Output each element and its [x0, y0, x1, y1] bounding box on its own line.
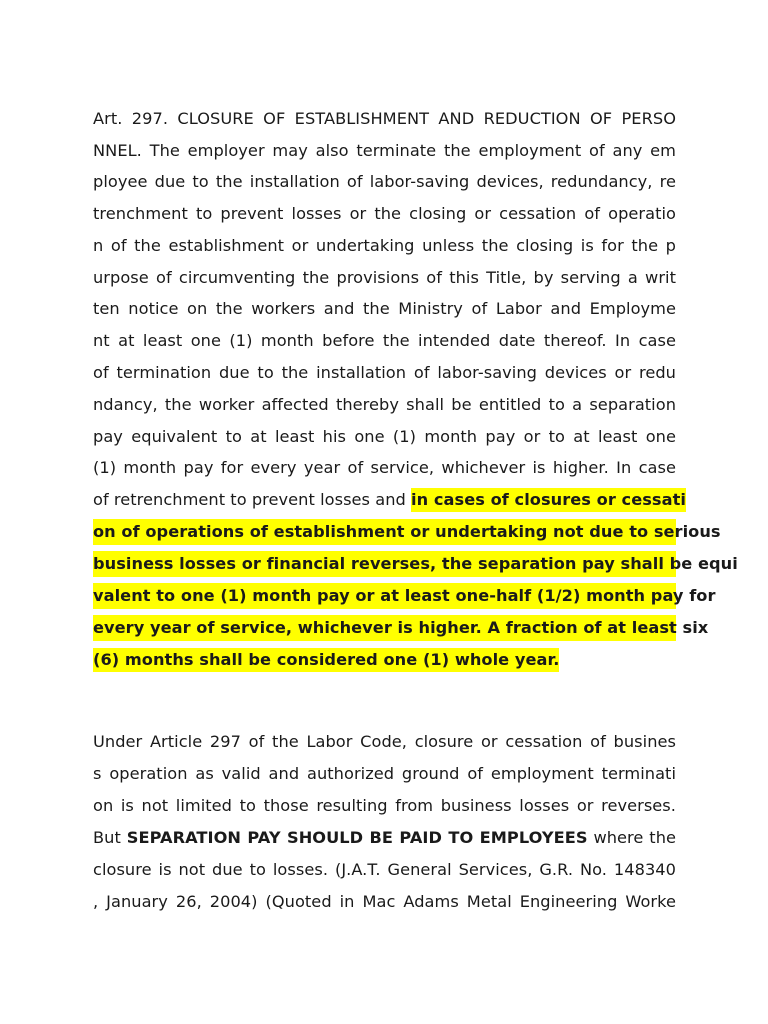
highlighted-line	[93, 644, 676, 676]
text-line: closure is not due to losses. (J.A.T. General Services, G.R. No. 148340	[93, 860, 676, 879]
text-line: ten notice on the workers and the Ministry of Labor and Employme	[93, 299, 676, 318]
text-line: urpose of circumventing the provisions of this Title, by serving a writ	[93, 268, 676, 287]
highlighted-text: every year of service, whichever is higher. A fraction of at least six	[93, 615, 676, 641]
text-line: Under Article 297 of the Labor Code, closure or cessation of busines	[93, 732, 676, 751]
text-line: n of the establishment or undertaking unless the closing is for the p	[93, 236, 676, 255]
text-line: , January 26, 2004) (Quoted in Mac Adams Metal Engineering Worke	[93, 892, 676, 911]
text-line-bold	[93, 822, 676, 854]
text-line: s operation as valid and authorized ground of employment terminati	[93, 764, 676, 783]
text-line: Art. 297. CLOSURE OF ESTABLISHMENT AND REDUCTION OF PERSO	[93, 109, 676, 128]
text-line: trenchment to prevent losses or the closing or cessation of operatio	[93, 204, 676, 223]
highlighted-text: on of operations of establishment or undertaking not due to serious	[93, 519, 676, 545]
plain-text: But	[93, 828, 127, 847]
text-line: NNEL. The employer may also terminate the employment of any em	[93, 141, 676, 160]
text-line: ndancy, the worker affected thereby shall be entitled to a separation	[93, 395, 676, 414]
text-line: nt at least one (1) month before the intended date thereof. In case	[93, 331, 676, 350]
highlighted-line	[93, 580, 716, 612]
plain-text: where the	[587, 828, 677, 847]
highlighted-text: business losses or financial reverses, the separation pay shall be equi	[93, 551, 676, 577]
highlighted-text: valent to one (1) month pay or at least one-half (1/2) month pay for	[93, 583, 676, 609]
highlighted-line	[93, 612, 709, 644]
text-line: on is not limited to those resulting from business losses or reverses.	[93, 796, 676, 815]
text-line-mixed	[93, 484, 686, 516]
highlighted-text: (6) months shall be considered one (1) whole year.	[93, 648, 559, 672]
highlighted-line	[93, 516, 721, 548]
plain-text: of retrenchment to prevent losses and	[93, 490, 412, 509]
highlighted-line	[93, 548, 738, 580]
text-line: pay equivalent to at least his one (1) month pay or to at least one	[93, 427, 676, 446]
highlighted-text: in cases of closures or cessati	[411, 488, 686, 512]
bold-text: SEPARATION PAY SHOULD BE PAID TO EMPLOYEES	[126, 828, 588, 847]
text-line: (1) month pay for every year of service, whichever is higher. In case	[93, 458, 676, 477]
text-line: of termination due to the installation of labor-saving devices or redu	[93, 363, 676, 382]
text-line: ployee due to the installation of labor-saving devices, redundancy, re	[93, 172, 676, 191]
